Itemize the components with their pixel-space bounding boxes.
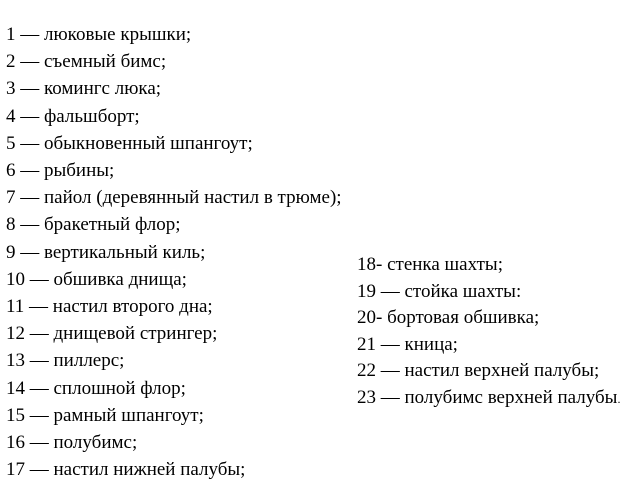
legend-item-3: 3 — комингс люка; [6,78,162,100]
legend-list-left [6,21,406,483]
legend-item-19: 19 — стойка шахты: [357,280,522,302]
legend-item-16: 16 — полубимс; [6,432,138,454]
legend-item-15: 15 — рамный шпангоут; [6,404,204,426]
legend-item-8: 8 — бракетный флор; [6,214,181,236]
legend-item-6: 6 — рыбины; [6,160,115,182]
legend-item-21: 21 — кница; [357,333,458,355]
legend-item-9: 9 — вертикальный киль; [6,241,206,263]
legend-item-7: 7 — пайол (деревянный настил в трюме); [6,187,342,209]
legend-item-20: 20- бортовая обшивка; [357,307,540,329]
legend-item-2: 2 — съемный бимс; [6,51,167,73]
legend-list-right [357,252,637,413]
legend-item-23: 23 — полубимс верхней палубы [357,386,618,408]
legend-item-5: 5 — обыкновенный шпангоут; [6,132,253,154]
legend-item-4: 4 — фальшборт; [6,105,140,127]
legend-item-1: 1 — люковые крышки; [6,24,192,45]
legend-item-10: 10 — обшивка днища; [6,268,187,290]
legend-item-22: 22 — настил верхней палубы; [357,360,600,382]
legend-item-12: 12 — днищевой стрингер; [6,323,218,345]
legend-item-18: 18- стенка шахты; [357,254,503,275]
legend-item-23-wrapper [357,385,637,413]
legend-item-14: 14 — сплошной флор; [6,377,186,399]
legend-item-17: 17 — настил нижней палубы; [6,459,246,481]
legend-item-11: 11 — настил второго дна; [6,296,213,318]
legend-end-mark: . [617,391,621,406]
legend-item-13: 13 — пиллерс; [6,350,125,372]
